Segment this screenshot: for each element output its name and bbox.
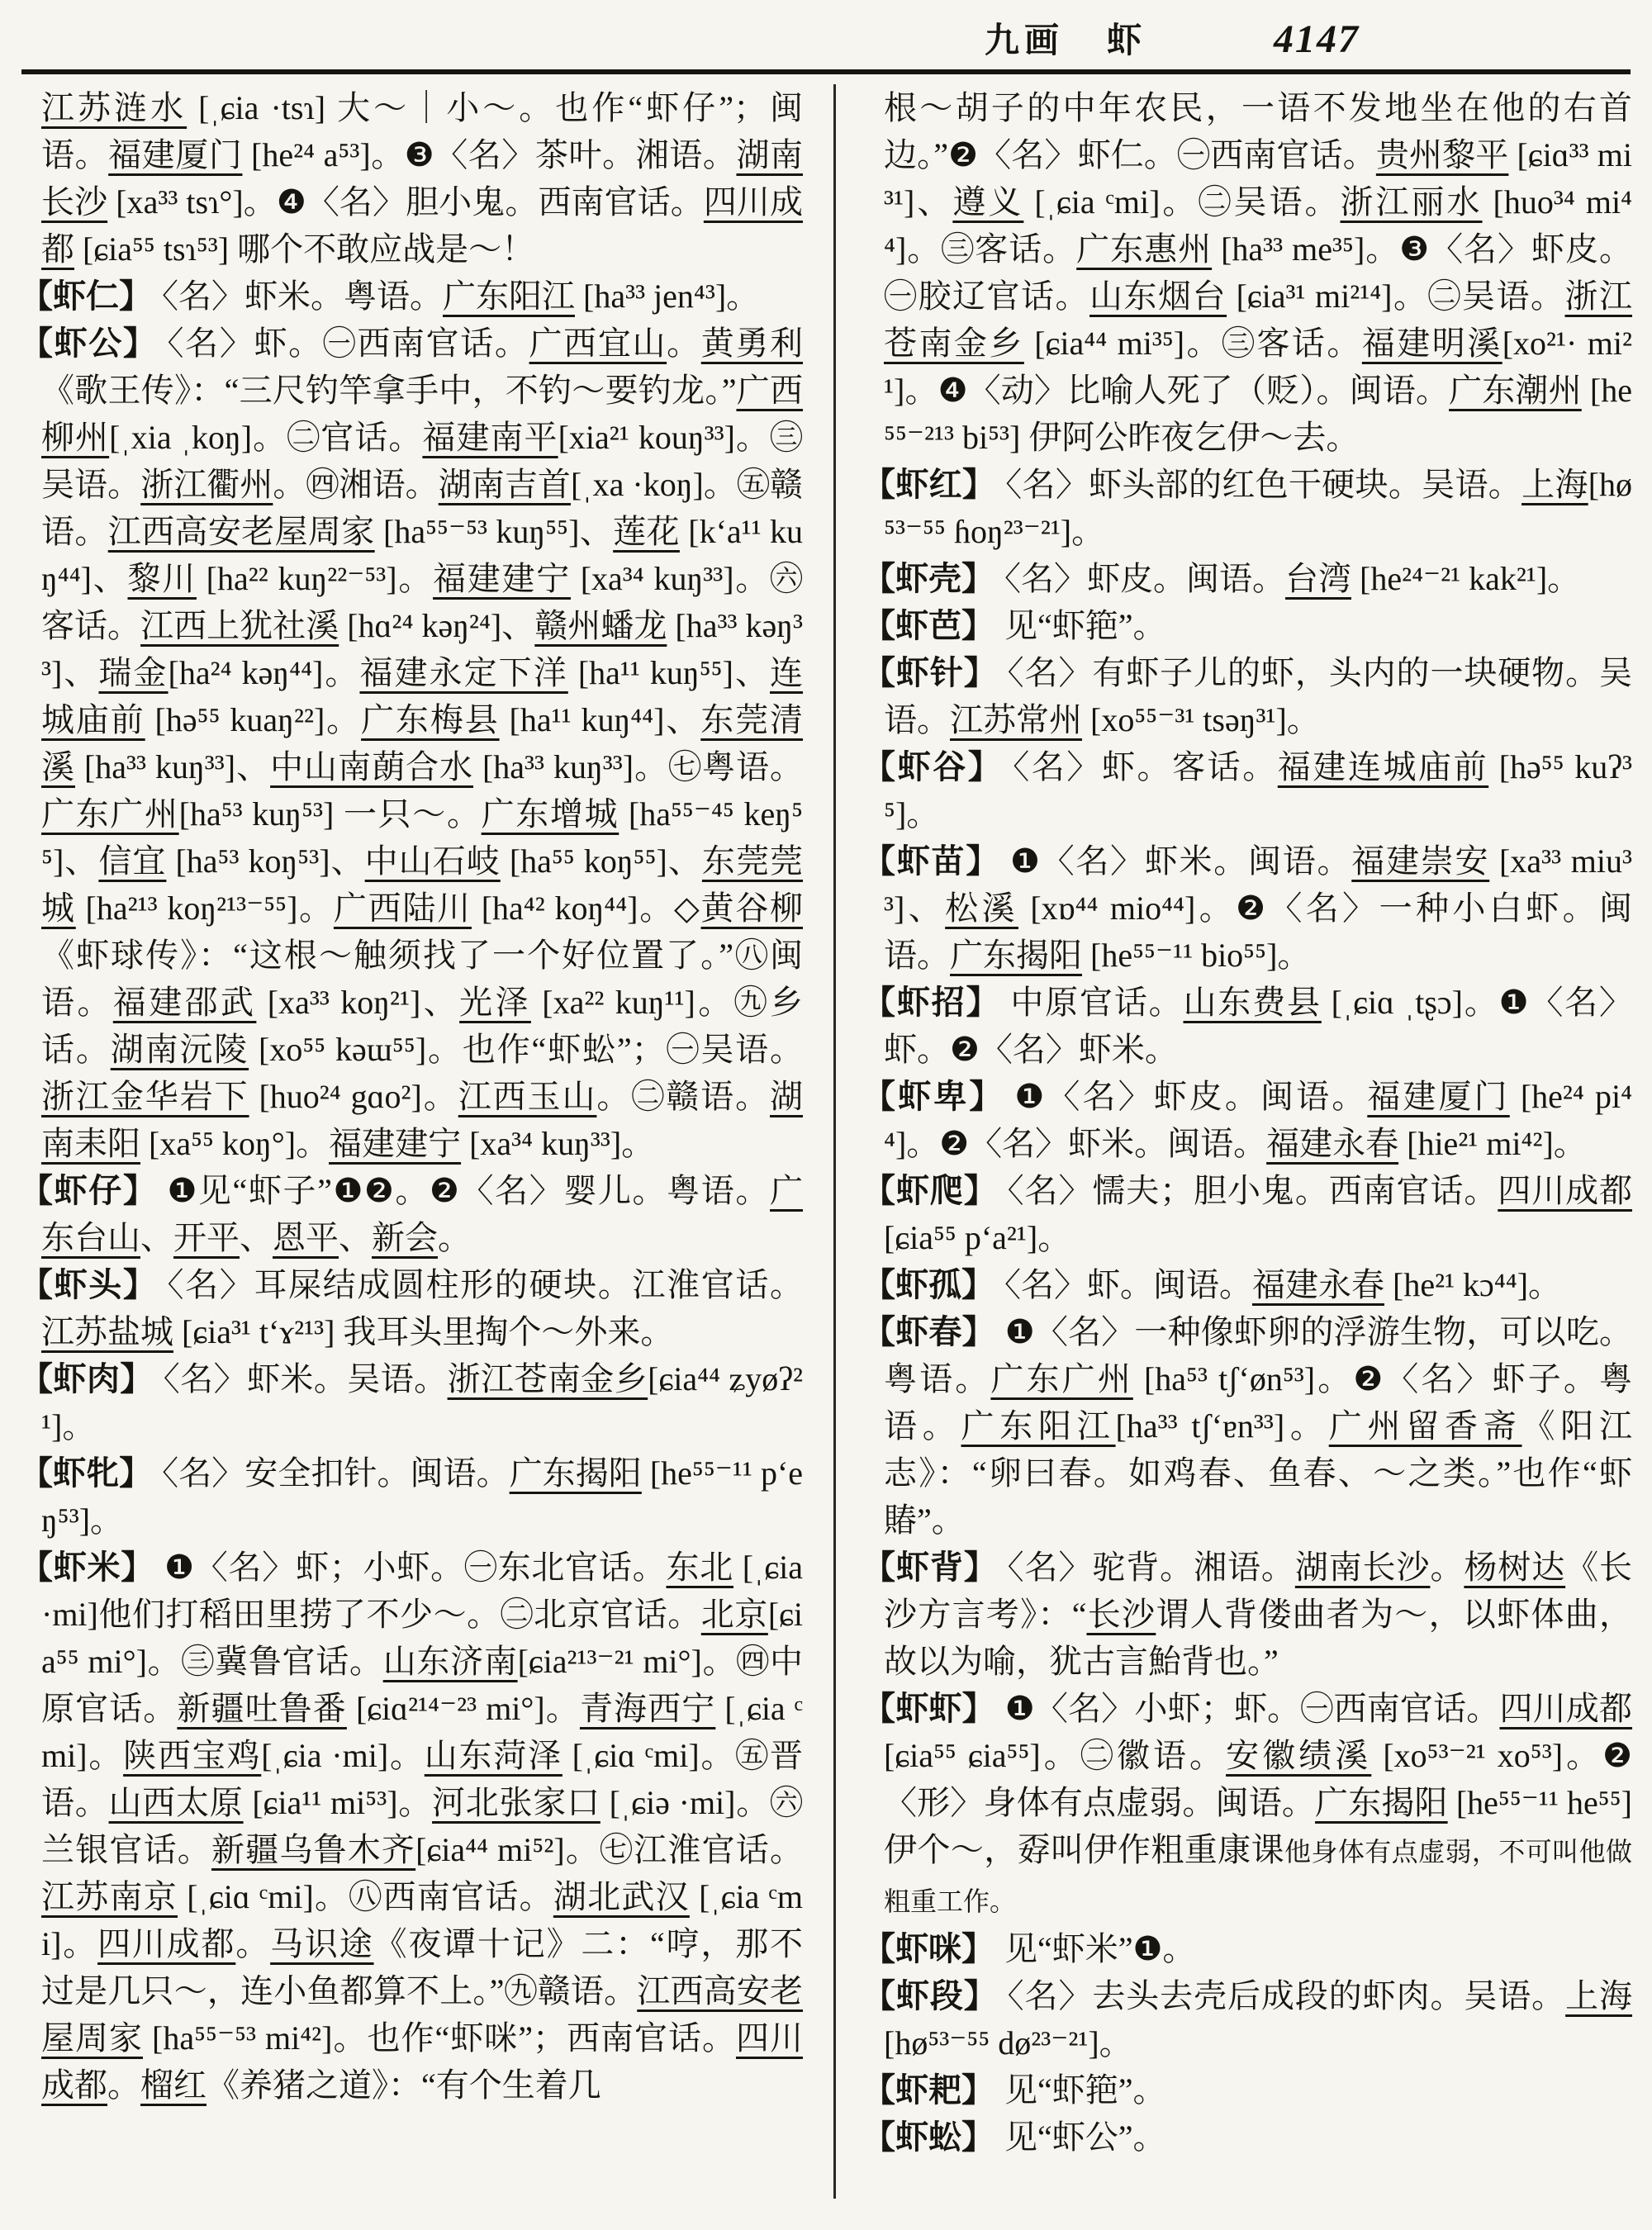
proper-noun-underline: 福建南平 <box>422 419 558 456</box>
proper-noun-underline: 福建连城庙前 <box>1277 748 1489 785</box>
entry-headword: 【虾孤】 <box>862 1266 995 1303</box>
proper-noun-underline: 广东台山 <box>41 1172 804 1256</box>
entry-body: 见“虾公”。 <box>1004 2118 1166 2156</box>
proper-noun-underline: 湖北武汉 <box>553 1878 690 1915</box>
proper-noun-underline: 广东增城 <box>481 795 620 833</box>
dictionary-entry <box>862 1925 1632 1972</box>
proper-noun-underline: 上海 <box>1565 1977 1633 2014</box>
proper-noun-underline: 福建永春 <box>1266 1125 1399 1162</box>
proper-noun-underline: 瑞金 <box>98 654 169 691</box>
entry-headword: 【虾公】 <box>20 325 158 362</box>
entry-body: 〈名〉虾皮。闽语。台湾 [he²⁴⁻²¹ kak²¹]。 <box>1004 560 1581 597</box>
dictionary-entry <box>862 1972 1632 2066</box>
proper-noun-underline: 贵州黎平 <box>1375 136 1509 173</box>
proper-noun-underline: 福建邵武 <box>112 984 257 1021</box>
dictionary-entry <box>862 837 1632 979</box>
header-rule <box>21 69 1631 74</box>
proper-noun-underline: 恩平 <box>273 1219 339 1256</box>
proper-noun-underline: 河北张家口 <box>432 1784 601 1821</box>
entry-headword: 【虾蚣】 <box>862 2118 995 2156</box>
entry-body: 〈名〉虾。㊀西南官话。广西宜山。黄勇利《歌王传》：“三尺钓竿拿手中，不钓～要钓龙。”广西柳州[ˌxia ˌkoŋ]。㊁官话。福建南平[xia²¹ kouŋ³³]。㊂吴语。浙江衢州。㊃湘语。湖南吉首[ˌxa ·koŋ]。㊄赣语。江西高安老屋周家 [ha⁵⁵⁻⁵³ kuŋ⁵⁵]、莲花 [k‘a¹¹ kuŋ⁴⁴]、黎川 [ha²² kuŋ²²⁻⁵³]。福建建宁 [xa³⁴ kuŋ³³]。㊅客话。江西上犹社溪 [hɑ²⁴ kəŋ²⁴]、赣州蟠龙 [ha³³ kəŋ³³]、瑞金[ha²⁴ kəŋ⁴⁴]。福建永定下洋 [ha¹¹ kuŋ⁵⁵]、连城庙前 [hə⁵⁵ kuaŋ²²]。广东梅县 [ha¹¹ kuŋ⁴⁴]、东莞清溪 [ha³³ kuŋ³³]、中山南蓢合水 [ha³³ kuŋ³³]。㊆粤语。广东广州[ha⁵³ kuŋ⁵³] 一只～。广东增城 [ha⁵⁵⁻⁴⁵ keŋ⁵⁵]、信宜 [ha⁵³ koŋ⁵³]、中山石岐 [ha⁵⁵ koŋ⁵⁵]、东莞莞城 [ha²¹³ koŋ²¹³⁻⁵⁵]。广西陆川 [ha⁴² koŋ⁴⁴]。◇黄谷柳《虾球传》：“这根～触须找了一个好位置了。”㊇闽语。福建邵武 [xa³³ koŋ²¹]、光泽 [xa²² kuŋ¹¹]。㊈乡话。湖南沅陵 [xo⁵⁵ kəɯ⁵⁵]。也作“虾蚣”；㊀吴语。浙江金华岩下 [huo²⁴ gɑo²]。江西玉山。㊁赣语。湖南耒阳 [xa⁵⁵ koŋ°]。福建建宁 [xa³⁴ kuŋ³³]。 <box>41 325 804 1162</box>
proper-noun-underline: 江西玉山 <box>458 1078 597 1115</box>
entry-body: 〈名〉耳屎结成圆柱形的硬块。江淮官话。江苏盐城 [ɕia³¹ t‘ɤ²¹³] 我耳头里掏个～外来。 <box>41 1266 804 1350</box>
entry-character-label: 虾 <box>1106 22 1142 60</box>
proper-noun-underline: 连城庙前 <box>41 654 804 738</box>
proper-noun-underline: 福建永定下洋 <box>359 654 568 691</box>
proper-noun-underline: 广东梅县 <box>361 701 500 738</box>
entry-body: 见“虾米”❶。 <box>1004 1930 1196 1967</box>
dictionary-entry <box>20 1355 803 1450</box>
proper-noun-underline: 新疆乌鲁木齐 <box>211 1831 416 1868</box>
proper-noun-underline: 陕西宝鸡 <box>123 1737 262 1774</box>
proper-noun-underline: 浙江苍南金乡 <box>884 278 1633 362</box>
proper-noun-underline: 新会 <box>372 1219 438 1256</box>
proper-noun-underline: 山东烟台 <box>1089 278 1227 315</box>
entry-headword: 【虾爬】 <box>862 1172 998 1209</box>
entry-headword: 【虾仔】 <box>20 1172 158 1209</box>
proper-noun-underline: 台湾 <box>1285 560 1351 597</box>
proper-noun-underline: 中山南蓢合水 <box>270 748 473 785</box>
entry-body: ❶〈名〉虾皮。闽语。福建厦门 [he²⁴ pi⁴⁴]。❷〈名〉虾米。闽语。福建永春 [hie²¹ mi⁴²]。 <box>884 1078 1633 1162</box>
entry-body: ❶〈名〉小虾；虾。㊀西南官话。四川成都 [ɕia⁵⁵ ɕia⁵⁵]。㊁徽语。安徽绩溪 [xo⁵³⁻²¹ xo⁵³]。❷〈形〉身体有点虚弱。闽语。广东揭阳 [he⁵⁵⁻¹¹ he⁵⁵] 伊个～，孬叫伊作粗重康课他身体有点虚弱，不可叫他做粗重工作。 <box>884 1690 1633 1916</box>
entry-headword: 【虾肉】 <box>20 1360 154 1397</box>
entry-body: 〈名〉虾米。吴语。浙江苍南金乡[ɕia⁴⁴ ʑyøʔ²¹]。 <box>41 1360 804 1445</box>
proper-noun-underline: 上海 <box>1521 466 1588 503</box>
entry-body: 见“虾筢”。 <box>1004 2071 1166 2109</box>
dictionary-entry <box>862 2066 1632 2114</box>
proper-noun-underline: 四川成都 <box>41 2019 803 2104</box>
proper-noun-underline: 江西高安老屋周家 <box>41 1972 804 2057</box>
proper-noun-underline: 浙江衢州 <box>140 466 273 503</box>
entry-body: 〈名〉虾米。粤语。广东阳江 [ha³³ jen⁴³]。 <box>162 278 760 315</box>
dictionary-entry <box>862 555 1632 602</box>
dictionary-entry <box>20 1261 803 1355</box>
proper-noun-underline: 赣州蟠龙 <box>534 607 667 644</box>
proper-noun-underline: 黄谷柳 <box>700 890 804 927</box>
entry-headword: 【虾头】 <box>20 1266 158 1303</box>
proper-noun-underline: 广东阳江 <box>961 1407 1116 1445</box>
proper-noun-underline: 东莞莞城 <box>41 842 803 927</box>
proper-noun-underline: 江西上犹社溪 <box>140 607 339 644</box>
dictionary-entry <box>862 979 1632 1073</box>
proper-noun-underline: 福建建宁 <box>433 560 571 597</box>
entry-body: ❶〈名〉虾米。闽语。福建崇安 [xa³³ miu³³]、松溪 [xɒ⁴⁴ mio⁴⁴]。❷〈名〉一种小白虾。闽语。广东揭阳 [he⁵⁵⁻¹¹ bio⁵⁵]。 <box>884 842 1633 974</box>
page-number: 4147 <box>1274 17 1360 61</box>
proper-noun-underline: 榴红 <box>140 2066 206 2104</box>
entry-headword: 【虾咪】 <box>862 1930 995 1967</box>
proper-noun-underline: 山东济南 <box>382 1643 518 1680</box>
gloss-text: 他身体有点虚弱，不可叫他做粗重工作。 <box>884 1837 1632 1916</box>
proper-noun-underline: 广东揭阳 <box>1315 1784 1448 1821</box>
dictionary-entry <box>862 1308 1632 1544</box>
dictionary-entry <box>20 1167 803 1261</box>
proper-noun-underline: 湖南长沙 <box>41 136 804 221</box>
entry-body: 中原官话。山东费县 [ˌɕiɑ ˌtʂɔ]。❶〈名〉虾。❷〈名〉虾米。 <box>884 984 1633 1068</box>
proper-noun-underline: 光泽 <box>459 984 531 1021</box>
dictionary-entry <box>862 1167 1632 1261</box>
dictionary-entry <box>862 1544 1632 1685</box>
proper-noun-underline: 湖南长沙 <box>1294 1549 1431 1586</box>
dictionary-entry <box>862 743 1632 837</box>
dictionary-entry <box>862 84 1632 461</box>
proper-noun-underline: 江苏盐城 <box>41 1313 173 1350</box>
entry-body: ❶〈名〉一种像虾卵的浮游生物，可以吃。粤语。广东广州 [ha⁵³ tʃ‘øn⁵³]。❷〈名〉虾子。粤语。广东阳江[ha³³ tʃ‘ɐn³³]。广州留香斋《阳江志》：“卵曰春。如鸡春、鱼春、～之类。”也作“虾賰”。 <box>884 1313 1633 1539</box>
dictionary-entry <box>862 1261 1632 1308</box>
entry-headword: 【虾段】 <box>862 1977 998 2014</box>
proper-noun-underline: 莲花 <box>613 513 680 550</box>
proper-noun-underline: 浙江苍南金乡 <box>447 1360 648 1397</box>
dictionary-entry <box>862 649 1632 743</box>
proper-noun-underline: 江苏南京 <box>41 1878 178 1915</box>
proper-noun-underline: 山西太原 <box>108 1784 244 1821</box>
entry-headword: 【虾芭】 <box>862 607 995 644</box>
proper-noun-underline: 江苏涟水 <box>41 89 188 126</box>
text-columns <box>20 84 1632 2199</box>
proper-noun-underline: 长沙 <box>1086 1596 1156 1633</box>
proper-noun-underline: 东北 <box>666 1549 733 1586</box>
proper-noun-underline: 福建厦门 <box>108 136 243 173</box>
entry-body: 〈名〉懦夫；胆小鬼。西南官话。四川成都 [ɕia⁵⁵ p‘a²¹]。 <box>884 1172 1633 1256</box>
dictionary-entry <box>20 320 803 1167</box>
dictionary-entry <box>862 461 1632 555</box>
column-divider <box>833 84 836 2199</box>
proper-noun-underline: 信宜 <box>98 842 167 880</box>
proper-noun-underline: 黄勇利 <box>700 325 804 362</box>
proper-noun-underline: 福建永春 <box>1252 1266 1384 1303</box>
right-column <box>828 84 1632 2199</box>
proper-noun-underline: 江苏常州 <box>950 701 1082 738</box>
proper-noun-underline: 遵义 <box>952 183 1024 221</box>
entry-body: 〈名〉去头去壳后成段的虾肉。吴语。上海 [hø⁵³⁻⁵⁵ dø²³⁻²¹]。 <box>884 1977 1633 2062</box>
proper-noun-underline: 四川成都 <box>41 183 804 268</box>
dictionary-entry <box>862 602 1632 649</box>
proper-noun-underline: 广东潮州 <box>1449 372 1582 409</box>
section-label: 九画 <box>984 22 1064 60</box>
proper-noun-underline: 四川成都 <box>1499 1690 1633 1727</box>
entry-headword: 【虾米】 <box>20 1549 155 1586</box>
proper-noun-underline: 杨树达 <box>1464 1549 1566 1586</box>
proper-noun-underline: 广东揭阳 <box>950 937 1082 974</box>
proper-noun-underline: 湖南耒阳 <box>41 1078 804 1162</box>
dictionary-entry <box>20 273 803 320</box>
entry-headword: 【虾耙】 <box>862 2071 995 2109</box>
proper-noun-underline: 广西宜山 <box>529 325 667 362</box>
entry-headword: 【虾苗】 <box>862 842 1000 880</box>
dictionary-entry <box>20 1544 803 2109</box>
entry-body: 根～胡子的中年农民，一语不发地坐在他的右首边。”❷〈名〉虾仁。㊀西南官话。贵州黎平 [ɕiɑ³³ mi³¹]、遵义 [ˌɕia ᶜmi]。㊁吴语。浙江丽水 [huo³⁴ mi⁴⁴]。㊂客话。广东惠州 [ha³³ me³⁵]。❸〈名〉虾皮。㊀胶辽官话。山东烟台 [ɕia³¹ mi²¹⁴]。㊁吴语。浙江苍南金乡 [ɕia⁴⁴ mi³⁵]。㊂客话。福建明溪[xo²¹· mi²¹]。❹〈动〉比喻人死了（贬）。闽语。广东潮州 [he⁵⁵⁻²¹³ bi⁵³] 伊阿公昨夜乞伊～去。 <box>884 89 1633 456</box>
proper-noun-underline: 山东菏泽 <box>424 1737 563 1774</box>
proper-noun-underline: 湖南吉首 <box>438 466 571 503</box>
proper-noun-underline: 福建崇安 <box>1351 842 1490 880</box>
entry-body: 〈名〉有虾子儿的虾，头内的一块硬物。吴语。江苏常州 [xo⁵⁵⁻³¹ tsəŋ³¹]。 <box>884 654 1633 738</box>
proper-noun-underline: 广东惠州 <box>1076 230 1213 268</box>
entry-body: 〈名〉驼背。湘语。湖南长沙。杨树达《长沙方言考》：“长沙谓人背偻曲者为～，以虾体曲，故以为喻，犹古言鮐背也。” <box>884 1549 1633 1680</box>
proper-noun-underline: 中山石岐 <box>364 842 501 880</box>
entry-headword: 【虾壳】 <box>862 560 995 597</box>
entry-body: 〈名〉虾头部的红色干硬块。吴语。上海[hø⁵³⁻⁵⁵ ɦoŋ²³⁻²¹]。 <box>884 466 1633 550</box>
proper-noun-underline: 安徽绩溪 <box>1226 1737 1372 1774</box>
proper-noun-underline: 开平 <box>173 1219 240 1256</box>
proper-noun-underline: 北京 <box>700 1596 768 1633</box>
proper-noun-underline: 广东揭阳 <box>509 1454 642 1492</box>
entry-body: 〈名〉安全扣针。闽语。广东揭阳 [he⁵⁵⁻¹¹ p‘eŋ⁵³]。 <box>41 1454 804 1539</box>
proper-noun-underline: 新疆吐鲁番 <box>177 1690 347 1727</box>
proper-noun-underline: 浙江丽水 <box>1340 183 1483 221</box>
proper-noun-underline: 江西高安老屋周家 <box>107 513 375 550</box>
proper-noun-underline: 福建厦门 <box>1367 1078 1510 1115</box>
dictionary-entry <box>20 84 803 273</box>
proper-noun-underline: 福建明溪 <box>1361 325 1502 362</box>
entry-body: 江苏涟水 [ˌɕia ·tsɿ] 大～｜小～。也作“虾仔”；闽语。福建厦门 [he²⁴ a⁵³]。❸〈名〉茶叶。湘语。湖南长沙 [xa³³ tsɿ°]。❹〈名〉胆小鬼。西南官话。四川成都 [ɕia⁵⁵ tsɿ⁵³] 哪个不敢应战是～！ <box>41 89 804 268</box>
entry-headword: 【虾仁】 <box>20 278 152 315</box>
entry-headword: 【虾背】 <box>862 1549 998 1586</box>
proper-noun-underline: 松溪 <box>945 890 1018 927</box>
entry-headword: 【虾红】 <box>862 466 996 503</box>
proper-noun-underline: 广东广州 <box>990 1360 1133 1397</box>
entry-headword: 【虾谷】 <box>862 748 1004 785</box>
entry-headword: 【虾春】 <box>862 1313 995 1350</box>
proper-noun-underline: 青海西宁 <box>579 1690 716 1727</box>
proper-noun-underline: 黎川 <box>127 560 197 597</box>
proper-noun-underline: 马识途 <box>270 1925 374 1962</box>
proper-noun-underline: 四川成都 <box>97 1925 236 1962</box>
left-column <box>20 84 828 2199</box>
proper-noun-underline: 广东阳江 <box>443 278 575 315</box>
entry-body: 〈名〉虾。客话。福建连城庙前 [hə⁵⁵ kuʔ³⁵]。 <box>884 748 1633 833</box>
proper-noun-underline: 湖南沅陵 <box>110 1031 249 1068</box>
proper-noun-underline: 浙江金华岩下 <box>41 1078 249 1115</box>
entry-body: 〈名〉虾。闽语。福建永春 [he²¹ kɔ⁴⁴]。 <box>1004 1266 1562 1303</box>
entry-headword: 【虾针】 <box>862 654 998 691</box>
dictionary-entry <box>862 1073 1632 1167</box>
dictionary-entry <box>862 1685 1632 1925</box>
entry-body: ❶〈名〉虾；小虾。㊀东北官话。东北 [ˌɕia ·mi]他们打稻田里捞了不少～。㊁北京官话。北京[ɕia⁵⁵ mi°]。㊂冀鲁官话。山东济南[ɕia²¹³⁻²¹ mi°]。㊃中原官话。新疆吐鲁番 [ɕiɑ²¹⁴⁻²³ mi°]。青海西宁 [ˌɕia ᶜmi]。陕西宝鸡[ˌɕia ·mi]。山东菏泽 [ˌɕiɑ ᶜmi]。㊄晋语。山西太原 [ɕia¹¹ mi⁵³]。河北张家口 [ˌɕiə ·mi]。㊅兰银官话。新疆乌鲁木齐[ɕia⁴⁴ mi⁵²]。㊆江淮官话。江苏南京 [ˌɕiɑ ᶜmi]。㊇西南官话。湖北武汉 [ˌɕia ᶜmi]。四川成都。马识途《夜谭十记》二：“哼，那不过是几只～，连小鱼都算不上。”㊈赣语。江西高安老屋周家 [ha⁵⁵⁻⁵³ mi⁴²]。也作“虾咪”；西南官话。四川成都。榴红《养猪之道》：“有个生着几 <box>41 1549 804 2104</box>
proper-noun-underline: 广东广州 <box>41 795 179 833</box>
entry-body: ❶见“虾子”❶❷。❷〈名〉婴儿。粤语。广东台山、开平、恩平、新会。 <box>41 1172 804 1256</box>
entry-headword: 【虾卑】 <box>862 1078 1005 1115</box>
proper-noun-underline: 广西柳州 <box>41 372 803 456</box>
entry-headword: 【虾招】 <box>862 984 1001 1021</box>
entry-headword: 【虾牝】 <box>20 1454 153 1492</box>
proper-noun-underline: 广西陆川 <box>333 890 472 927</box>
proper-noun-underline: 福建建宁 <box>329 1125 462 1162</box>
proper-noun-underline: 山东费县 <box>1183 984 1322 1021</box>
page-header <box>20 13 1632 64</box>
dictionary-entry <box>862 2114 1632 2161</box>
proper-noun-underline: 广州留香斋 <box>1328 1407 1522 1445</box>
entry-body: 见“虾筢”。 <box>1004 607 1166 644</box>
entry-headword: 【虾虾】 <box>862 1690 995 1727</box>
proper-noun-underline: 东莞清溪 <box>41 701 804 785</box>
proper-noun-underline: 四川成都 <box>1498 1172 1633 1209</box>
dictionary-entry <box>20 1450 803 1544</box>
